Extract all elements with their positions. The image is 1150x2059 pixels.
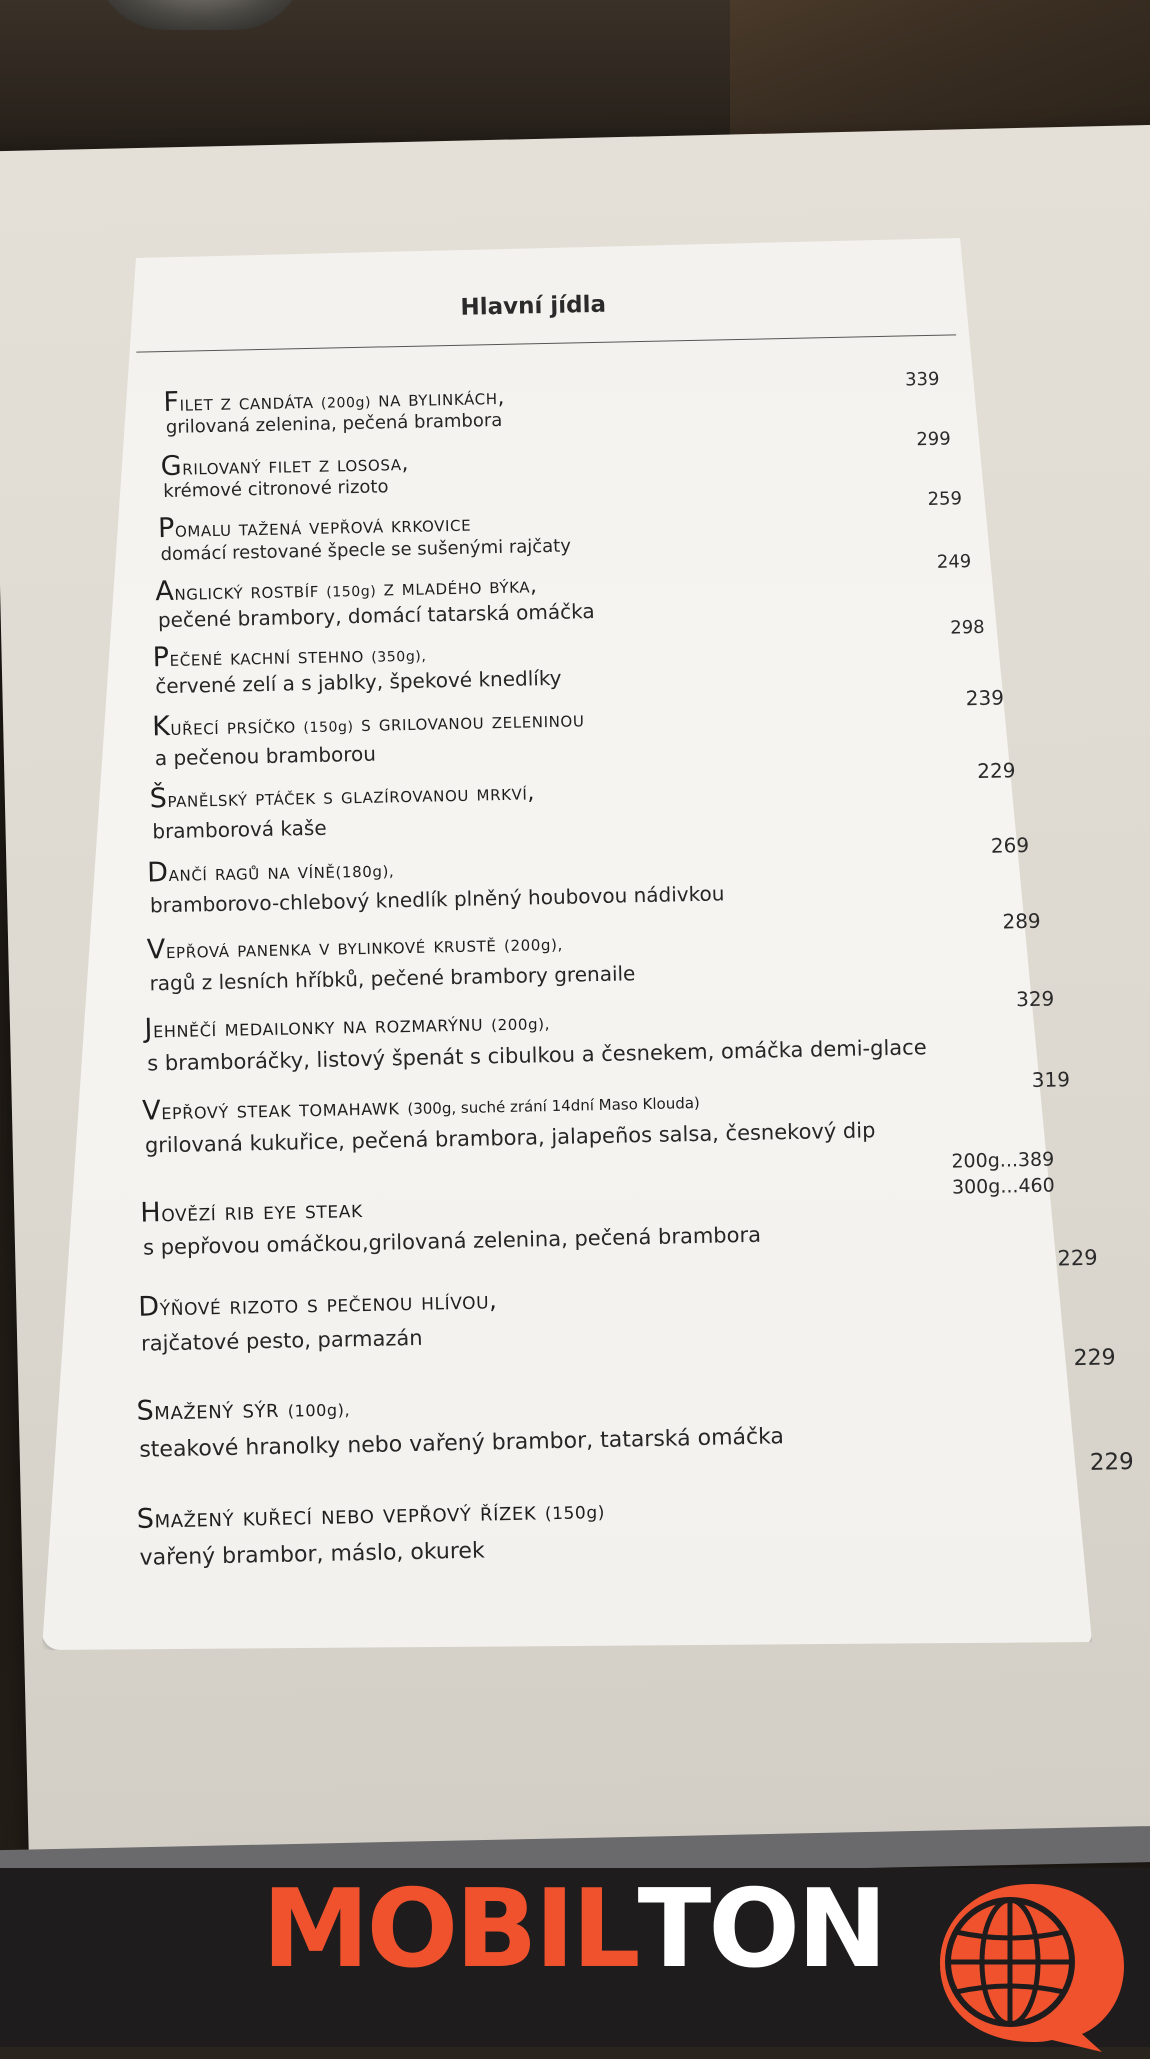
dish-name: Kuřecí prsíčko (150g) s grilovanou zeleninou	[151, 707, 585, 743]
dish-description: s pepřovou omáčkou,grilovaná zelenina, pečená brambora	[142, 1222, 762, 1260]
dish-price: 269	[990, 832, 1030, 858]
dish-description: rajčatové pesto, parmazán	[140, 1325, 423, 1356]
dish-price: 229	[1089, 1448, 1134, 1476]
dish-price: 289	[1002, 908, 1041, 934]
dish-price: 319	[1031, 1067, 1071, 1092]
dish-description: domácí restované špecle se sušenými rajčaty	[160, 535, 572, 566]
dish-description: ragů z lesních hříbků, pečené brambory grenaile	[149, 961, 636, 996]
dish-name: Dančí ragů na víně(180g),	[146, 857, 395, 889]
dish-description: pečené brambory, domácí tatarská omáčka	[157, 599, 595, 633]
dish-name: Vepřový steak tomahawk (300g, suché zrání 14dní Maso Klouda)	[141, 1093, 701, 1127]
dish-description: červené zelí a s jablky, špekové knedlíky	[155, 665, 562, 699]
watermark-logo-part-a: MOBIL	[262, 1867, 638, 1992]
dish-description: bramborovo-chlebový knedlík plněný houbovou nádivkou	[149, 881, 725, 918]
dish-name: Hovězí rib eye steak	[140, 1195, 363, 1229]
dish-name: Jehněčí medailonky na rozmarýnu (200g),	[144, 1010, 551, 1045]
dish-name: Pomalu tažená vepřová krkovice	[157, 511, 472, 545]
dish-name: Smažený sýr (100g),	[136, 1393, 351, 1427]
dish-price: 200g...389	[951, 1148, 1055, 1173]
globe-speech-bubble-icon	[932, 1874, 1132, 2054]
dish-price: 339	[904, 368, 940, 391]
dish-description: krémové citronové rizoto	[163, 476, 389, 503]
dish-price: 259	[927, 488, 963, 511]
dish-price: 229	[977, 758, 1016, 784]
dish-name: Filet z candáta (200g) na bylinkách,	[163, 384, 506, 419]
dish-name: Grilovaný filet z lososa,	[160, 450, 410, 483]
watermark-logo-part-b: TON	[637, 1867, 885, 1992]
dish-price: 229	[1073, 1345, 1116, 1372]
dish-description: steakové hranolky nebo vařený brambor, tatarská omáčka	[139, 1424, 785, 1463]
dish-name: Smažený kuřecí nebo vepřový řízek (150g)	[136, 1496, 606, 1535]
dish-description: grilovaná zelenina, pečená brambora	[165, 409, 503, 438]
menu-title: Hlavní jídla	[460, 291, 607, 321]
dish-price: 298	[950, 616, 985, 639]
dish-description: s bramboráčky, listový špenát s cibulkou a česnekem, omáčka demi-glace	[146, 1035, 927, 1076]
dish-description: grilovaná kukuřice, pečená brambora, jalapeños salsa, česnekový dip	[144, 1118, 876, 1158]
title-divider	[136, 334, 956, 352]
dish-price: 329	[1015, 986, 1055, 1012]
dish-name: Dýňové rizoto s pečenou hlívou,	[138, 1286, 498, 1323]
dish-description: bramborová kaše	[152, 815, 327, 844]
dish-price: 239	[965, 685, 1005, 711]
dish-name: Anglický rostbíf (150g) z mladého býka,	[155, 573, 538, 608]
dish-description: vařený brambor, máslo, okurek	[139, 1538, 485, 1571]
dish-price-options	[951, 1147, 1055, 1201]
dish-price: 229	[1057, 1245, 1098, 1271]
dish-price: 299	[916, 428, 951, 451]
dish-description: a pečenou bramborou	[154, 741, 377, 771]
dish-price: 300g...460	[951, 1174, 1055, 1199]
dish-price: 249	[936, 551, 972, 573]
dish-name: Španělský ptáček s glazírovanou mrkví,	[149, 780, 536, 815]
dish-name: Pečené kachní stehno (350g),	[152, 641, 427, 674]
dish-name: Vepřová panenka v bylinkové krustě (200g),	[146, 932, 564, 966]
watermark-logo	[262, 1867, 885, 1992]
